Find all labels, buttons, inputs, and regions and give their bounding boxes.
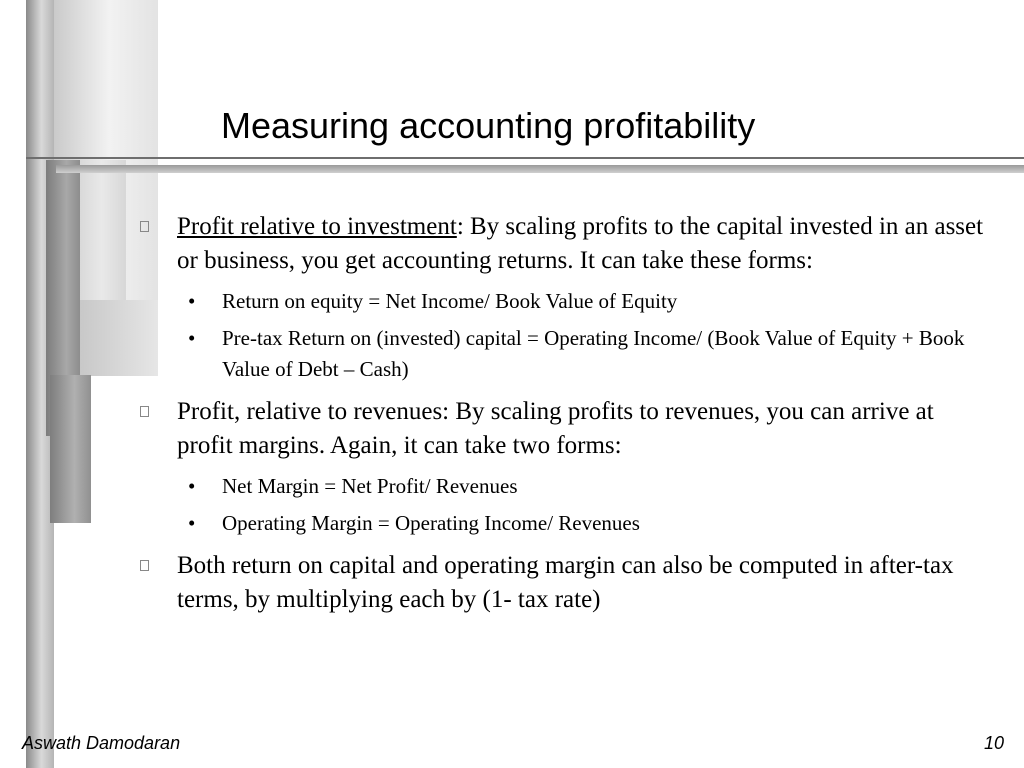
bullet-item	[140, 395, 990, 463]
sub-bullet-item	[140, 323, 990, 385]
bullet-lead-text: Profit relative to investment	[177, 213, 457, 240]
sub-bullet-dot-icon: •	[188, 511, 196, 535]
slide-title: Measuring accounting profitability	[221, 105, 756, 146]
footer-page-number: 10	[983, 733, 1004, 753]
title-divider-thick	[56, 165, 1024, 173]
sub-bullet-item	[140, 471, 990, 502]
decorative-bar	[50, 375, 91, 523]
bullet-marker-icon	[140, 221, 149, 232]
slide-body	[140, 210, 990, 625]
bullet-text: Both return on capital and operating margin can also be computed in after-tax terms, by multiplying each by (1- tax rate)	[177, 552, 954, 613]
sub-bullet-text: Operating Margin = Operating Income/ Revenues	[222, 511, 640, 535]
sub-bullet-dot-icon: •	[188, 326, 196, 350]
sub-bullet-dot-icon: •	[188, 289, 196, 313]
title-divider-thin	[26, 157, 1024, 159]
sub-bullet-dot-icon: •	[188, 474, 196, 498]
sub-bullet-item	[140, 286, 990, 317]
bullet-text: Profit, relative to revenues: By scaling profits to revenues, you can arrive at profit margins. Again, it can take two forms:	[177, 398, 934, 459]
bullet-item	[140, 210, 990, 278]
footer-author: Aswath Damodaran	[22, 733, 181, 753]
sub-bullet-item	[140, 508, 990, 539]
sub-bullet-text: Return on equity = Net Income/ Book Value of Equity	[222, 289, 678, 313]
bullet-text: : By scaling profits to the capital invested in an asset or business, you get accounting returns. It can take these forms:	[177, 213, 984, 274]
bullet-marker-icon	[140, 560, 149, 571]
bullet-marker-icon	[140, 406, 149, 417]
sub-bullet-text: Net Margin = Net Profit/ Revenues	[222, 474, 518, 498]
bullet-item	[140, 549, 990, 617]
sub-bullet-text: Pre-tax Return on (invested) capital = Operating Income/ (Book Value of Equity + Book Value of Debt – Cash)	[222, 326, 965, 381]
